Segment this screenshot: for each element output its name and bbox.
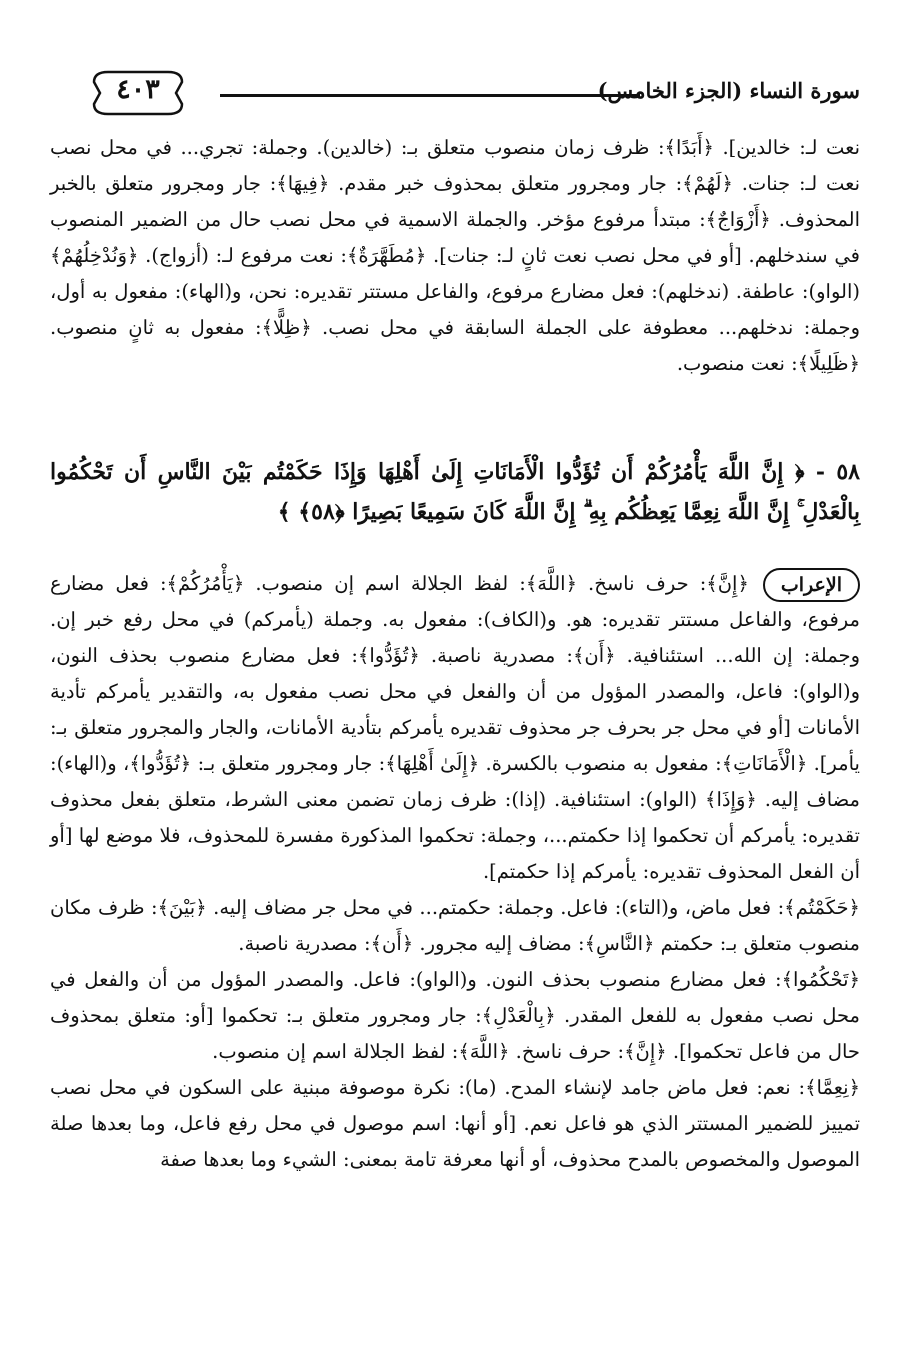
page-number: ٤٠٣ [116, 74, 160, 105]
irab-paragraph: ﴿نِعِمَّا﴾: نعم: فعل ماض جامد لإنشاء المدح. (ما): نكرة موصوفة مبنية على السكون في محل نصب تمييز للضمير المستتر الذي هو فاعل نعم. [أو أنها: اسم موصول في محل رفع فاعل، وما بعدها صلة الموصول والمخصوص بالمدح محذوف، أو أنها معرفة تامة بمعنى: الشيء وما بعدها صفة [50, 1076, 860, 1171]
surah-title: سورة النساء (الجزء الخامس) [597, 78, 860, 103]
quran-verse [50, 452, 860, 532]
verse-number: ٥٨ - [815, 459, 860, 485]
verse-text: ﴿ إِنَّ اللَّهَ يَأْمُرُكُمْ أَن تُؤَدُّوا الْأَمَانَاتِ إِلَىٰ أَهْلِهَا وَإِذَا حَكَمْتُم بَيْنَ النَّاسِ أَن تَحْكُمُوا بِالْعَدْلِ ۚ إِنَّ اللَّهَ نِعِمَّا يَعِظُكُم بِهِ ۗ إِنَّ اللَّهَ كَانَ سَمِيعًا بَصِيرًا ﴿٥٨﴾ ﴾ [50, 459, 860, 525]
irab-badge: الإعراب [763, 568, 860, 602]
header-rule [220, 94, 640, 97]
irab-paragraph: ﴿تَحْكُمُوا﴾: فعل مضارع منصوب بحذف النون. و(الواو): فاعل. والمصدر المؤول من أن والفعل في محل نصب مفعول به للفعل المقدر. ﴿بِالْعَدْلِ﴾: جار ومجرور متعلق بـ: تحكموا [أو: متعلق بمحذوف حال من فاعل تحكموا]. ﴿إِنَّ﴾: حرف ناسخ. ﴿اللَّهَ﴾: لفظ الجلالة اسم إن منصوب. [50, 968, 860, 1063]
page-header [90, 68, 860, 124]
irab-paragraph: ﴿حَكَمْتُم﴾: فعل ماض، و(التاء): فاعل. وجملة: حكمتم... في محل جر مضاف إليه. ﴿بَيْنَ﴾: ظرف مكان منصوب متعلق بـ: حكمتم ﴿النَّاسِ﴾: مضاف إليه مجرور. ﴿أَن﴾: مصدرية ناصبة. [50, 896, 860, 955]
irab-paragraph: ﴿إِنَّ﴾: حرف ناسخ. ﴿اللَّهَ﴾: لفظ الجلالة اسم إن منصوب. ﴿يَأْمُرُكُمْ﴾: فعل مضارع مرفوع، والفاعل مستتر تقديره: هو. و(الكاف): مفعول به. وجملة (يأمركم) في محل رفع خبر إن. وجملة: إن الله... استئنافية. ﴿أَن﴾: مصدرية ناصبة. ﴿تُؤَدُّوا﴾: فعل مضارع منصوب بحذف النون، و(الواو): فاعل، والمصدر المؤول من أن والفعل في محل نصب مفعول به، والتقدير يأمركم تأدية الأمانات [أو في محل جر بحرف جر محذوف تقديره يأمركم بتأدية الأمانات، والجار والمجرور متعلق بـ: يأمر]. ﴿الْأَمَانَاتِ﴾: مفعول به منصوب بالكسرة. ﴿إِلَىٰ أَهْلِهَا﴾: جار ومجرور متعلق بـ: ﴿تُؤَدُّوا﴾، و(الهاء): مضاف إليه. ﴿وَإِذَا﴾ (الواو): استئنافية. (إذا): ظرف زمان تضمن معنى الشرط، متعلق بفعل محذوف تقديره: يأمركم أن تحكموا إذا حكمتم...، وجملة: تحكموا المذكورة مفسرة للمحذوف، فلا موضع لها [أو أن الفعل المحذوف تقديره: يأمركم إذا حكمتم]. [50, 572, 860, 883]
commentary-paragraph: نعت لـ: خالدين]. ﴿أَبَدًا﴾: ظرف زمان منصوب متعلق بـ: (خالدين). وجملة: تجري... في محل نصب نعت لـ: جنات. ﴿لَهُمْ﴾: جار ومجرور متعلق بمحذوف خبر مقدم. ﴿فِيهَا﴾: جار ومجرور متعلق بالخبر المحذوف. ﴿أَزْوَاجٌ﴾: مبتدأ مرفوع مؤخر. والجملة الاسمية في محل نصب حال من الضمير المنصوب في سندخلهم. [أو في محل نصب نعت ثانٍ لـ: جنات]. ﴿مُطَهَّرَةٌ﴾: نعت مرفوع لـ: (أزواج). ﴿وَنُدْخِلُهُمْ﴾ (الواو): عاطفة. (ندخلهم): فعل مضارع مرفوع، والفاعل مستتر تقديره: نحن، و(الهاء): مفعول به أول، وجملة: ندخلهم... معطوفة على الجملة السابقة في محل نصب. ﴿ظِلًّا﴾: مفعول به ثانٍ منصوب. ﴿ظَلِيلًا﴾: نعت منصوب. [50, 136, 860, 375]
irab-section [50, 566, 860, 1178]
